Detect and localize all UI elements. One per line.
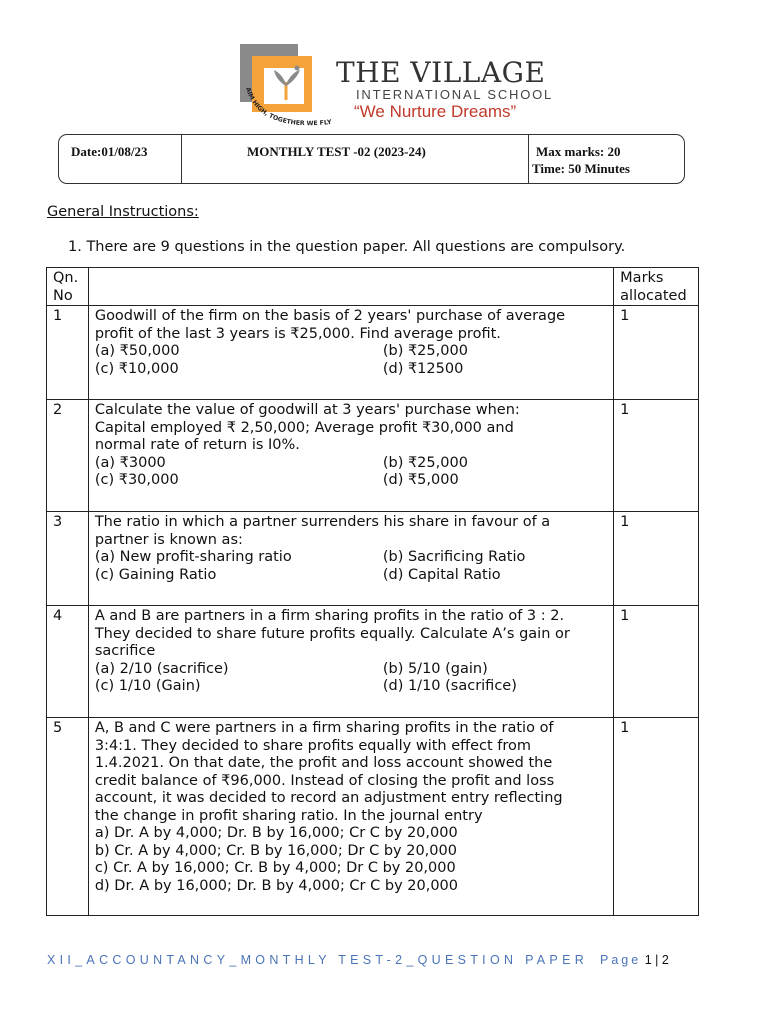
question-number: 4 bbox=[47, 606, 89, 718]
max-marks: Max marks: 20 bbox=[536, 144, 621, 159]
school-tagline: “We Nurture Dreams” bbox=[354, 102, 517, 121]
option: (d) 1/10 (sacrifice) bbox=[382, 678, 517, 694]
option: d) Dr. A by 16,000; Dr. B by 4,000; Cr C by 20,000 bbox=[94, 877, 458, 894]
table-row bbox=[47, 306, 699, 400]
question-marks: 1 bbox=[614, 606, 699, 718]
school-logo-icon bbox=[238, 44, 332, 128]
motto-text: AIM HIGH, TOGETHER WE FLY bbox=[244, 86, 332, 128]
option: (a) ₹3000 bbox=[94, 454, 166, 471]
option: (b) Sacrificing Ratio bbox=[382, 549, 526, 565]
header-question-number: Qn. No bbox=[47, 268, 89, 306]
option: (c) ₹10,000 bbox=[94, 360, 179, 377]
option: (b) 5/10 (gain) bbox=[382, 660, 488, 677]
question-marks: 1 bbox=[614, 400, 699, 512]
option: (c) Gaining Ratio bbox=[94, 566, 217, 583]
option: (b) ₹25,000 bbox=[382, 343, 468, 359]
question-number: 5 bbox=[47, 718, 89, 916]
table-row bbox=[47, 606, 699, 718]
table-header-row bbox=[47, 268, 699, 306]
option: c) Cr. A by 16,000; Cr. B by 4,000; Dr C by 20,000 bbox=[94, 860, 456, 876]
question-table bbox=[46, 267, 699, 916]
header-question bbox=[88, 268, 613, 306]
option: (a) New profit-sharing ratio bbox=[94, 549, 292, 565]
option: (d) ₹5,000 bbox=[382, 472, 459, 488]
footer-document-title: XII_ACCOUNTANCY_MONTHLY TEST-2_QUESTION PAPER bbox=[47, 953, 589, 967]
school-name: THE VILLAGE bbox=[336, 56, 546, 89]
question-marks: 1 bbox=[614, 306, 699, 400]
question-marks: 1 bbox=[614, 512, 699, 606]
option: (c) 1/10 (Gain) bbox=[94, 678, 201, 694]
question-text: The ratio in which a partner surrenders his share in favour of a partner is known as: (a) New profit-sharing ratio (b) Sacrificing Ratio (c) Gaining Ratio (d) Capital Ratio bbox=[88, 512, 613, 606]
question-number: 1 bbox=[47, 306, 89, 400]
footer-page-number: Page 1 | 2 bbox=[600, 953, 669, 967]
school-subtitle: INTERNATIONAL SCHOOL bbox=[356, 87, 554, 102]
question-text: Goodwill of the firm on the basis of 2 years' purchase of average profit of the last 3 years is ₹25,000. Find average profit. (a) ₹50,000 (b) ₹25,000 (c) ₹10,000 (d) ₹12500 bbox=[88, 306, 613, 400]
instruction-item: 1. There are 9 questions in the question paper. All questions are compulsory. bbox=[68, 239, 626, 255]
question-text: A, B and C were partners in a firm sharing profits in the ratio of 3:4:1. They decided to share profits equally with effect from 1.4.2021. On that date, the profit and loss account showed the credit balance of ₹96,000. Instead of closing the profit and loss account, it was decided to record an adjustment entry reflecting the change in profit sharing ratio. In the journal entry a) Dr. A by 4,000; Dr. B by 16,000; Cr C by 20,000 b) Cr. A by 4,000; Cr. B by 16,000; Dr C by 20,000 c) Cr. A by 16,000; Cr. B by 4,000; Dr C by 20,000 d) Dr. A by 16,000; Dr. B by 4,000; Cr C by 20,000 bbox=[88, 718, 613, 916]
question-number: 2 bbox=[47, 400, 89, 512]
option: (c) ₹30,000 bbox=[94, 472, 179, 488]
option: (d) Capital Ratio bbox=[382, 566, 501, 583]
option: (d) ₹12500 bbox=[382, 360, 464, 377]
header-marks: Marks allocated bbox=[614, 268, 699, 306]
option: (b) ₹25,000 bbox=[382, 454, 468, 471]
option: b) Cr. A by 4,000; Cr. B by 16,000; Dr C by 20,000 bbox=[94, 842, 457, 859]
question-text: A and B are partners in a firm sharing profits in the ratio of 3 : 2. They decided to share future profits equally. Calculate A’s gain or sacrifice (a) 2/10 (sacrifice) (b) 5/10 (gain) (c) 1/10 (Gain) (d) 1/10 (sacrifice) bbox=[88, 606, 613, 718]
question-text: Calculate the value of goodwill at 3 years' purchase when: Capital employed ₹ 2,50,000; Average profit ₹30,000 and normal rate of return is I0%. (a) ₹3000 (b) ₹25,000 (c) ₹30,000 (d) ₹5,000 bbox=[88, 400, 613, 512]
option: (a) 2/10 (sacrifice) bbox=[94, 660, 229, 677]
instructions-heading: General Instructions: bbox=[47, 204, 199, 220]
motto-arc bbox=[238, 84, 338, 139]
question-marks: 1 bbox=[614, 718, 699, 916]
school-logo-header bbox=[222, 40, 552, 135]
test-date: Date:01/08/23 bbox=[71, 144, 148, 159]
table-row bbox=[47, 718, 699, 916]
question-number: 3 bbox=[47, 512, 89, 606]
option: (a) ₹50,000 bbox=[94, 343, 180, 359]
test-duration: Time: 50 Minutes bbox=[532, 161, 630, 176]
svg-text:AIM HIGH, TOGETHER WE FLY bbox=[244, 87, 332, 128]
test-info-box bbox=[58, 134, 685, 184]
table-row bbox=[47, 512, 699, 606]
option: a) Dr. A by 4,000; Dr. B by 16,000; Cr C by 20,000 bbox=[94, 825, 458, 841]
test-title: MONTHLY TEST -02 (2023-24) bbox=[247, 144, 426, 159]
table-row bbox=[47, 400, 699, 512]
